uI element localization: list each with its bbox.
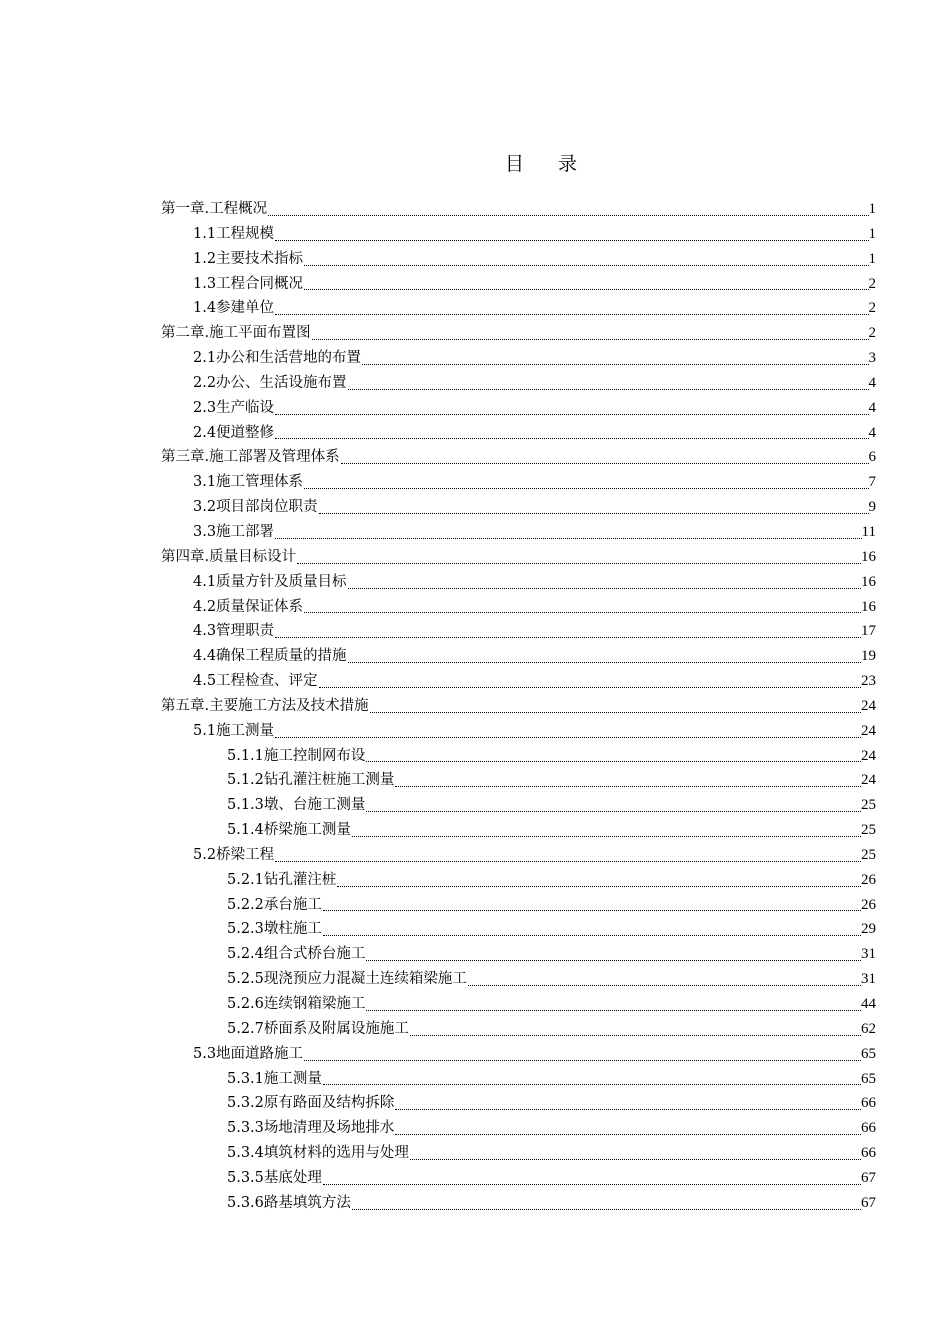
toc-entry-label: 5.3.3场地清理及场地排水 (227, 1120, 395, 1137)
toc-entry[interactable] (161, 1166, 876, 1191)
toc-dot-leader (337, 872, 861, 887)
toc-entry[interactable] (161, 470, 876, 495)
toc-entry-page-number: 24 (861, 722, 876, 739)
toc-entry-label: 5.2.2承台施工 (227, 896, 322, 913)
toc-dot-leader (275, 300, 868, 315)
toc-dot-leader (275, 623, 861, 638)
toc-entry[interactable] (161, 893, 876, 918)
toc-entry-label: 第五章.主要施工方法及技术措施 (161, 697, 369, 714)
toc-entry-page-number: 1 (868, 250, 876, 267)
toc-dot-leader (410, 1145, 861, 1160)
toc-dot-leader (366, 747, 861, 762)
toc-dot-leader (275, 226, 868, 241)
toc-entry-label: 第四章.质量目标设计 (161, 548, 297, 565)
toc-entry[interactable] (161, 644, 876, 669)
toc-entry[interactable] (161, 744, 876, 769)
toc-entry-label: 4.4确保工程质量的措施 (193, 648, 347, 665)
toc-entry[interactable] (161, 818, 876, 843)
toc-dot-leader (323, 896, 861, 911)
toc-entry-page-number: 6 (868, 449, 876, 466)
toc-entry-label: 5.2.3墩柱施工 (227, 921, 322, 938)
toc-entry-page-number: 24 (861, 772, 876, 789)
toc-dot-leader (395, 1120, 861, 1135)
toc-entry-label: 3.3施工部署 (193, 523, 275, 540)
toc-entry-label: 5.1施工测量 (193, 722, 275, 739)
toc-entry-label: 1.3工程合同概况 (193, 275, 304, 292)
toc-entry[interactable] (161, 272, 876, 297)
toc-entry-page-number: 66 (861, 1095, 876, 1112)
toc-entry-page-number: 3 (868, 350, 876, 367)
toc-entry[interactable] (161, 197, 876, 222)
toc-dot-leader (348, 574, 861, 589)
toc-entry-page-number: 65 (861, 1070, 876, 1087)
toc-entry[interactable] (161, 445, 876, 470)
toc-dot-leader (395, 772, 861, 787)
toc-entry[interactable] (161, 669, 876, 694)
toc-entry[interactable] (161, 967, 876, 992)
toc-entry-page-number: 1 (868, 225, 876, 242)
toc-entry-label: 1.1工程规模 (193, 225, 275, 242)
toc-entry-label: 5.1.2钻孔灌注桩施工测量 (227, 772, 395, 789)
toc-entry-page-number: 67 (861, 1169, 876, 1186)
toc-entry-label: 5.3.4填筑材料的选用与处理 (227, 1145, 409, 1162)
toc-entry-label: 3.2项目部岗位职责 (193, 499, 318, 516)
toc-entry-page-number: 4 (868, 424, 876, 441)
toc-entry[interactable] (161, 768, 876, 793)
toc-entry-label: 5.2.6连续钢箱梁施工 (227, 996, 366, 1012)
toc-entry-label: 5.2.7桥面系及附属设施施工 (227, 1020, 409, 1037)
toc-dot-leader (366, 797, 861, 812)
toc-entry[interactable] (161, 917, 876, 942)
toc-entry-page-number: 11 (861, 523, 876, 540)
toc-entry[interactable] (161, 520, 876, 545)
toc-dot-leader (341, 449, 869, 464)
toc-entry[interactable] (161, 570, 876, 595)
toc-entry[interactable] (161, 296, 876, 321)
toc-dot-leader (366, 996, 861, 1011)
toc-dot-leader (275, 524, 861, 539)
toc-entry-page-number: 29 (861, 921, 876, 938)
toc-entry-label: 1.2主要技术指标 (193, 250, 304, 267)
toc-entry-label: 5.2.5现浇预应力混凝土连续箱梁施工 (227, 971, 467, 988)
toc-dot-leader (348, 648, 861, 663)
toc-dot-leader (304, 1046, 861, 1061)
toc-entry-page-number: 7 (868, 474, 876, 491)
toc-entry-label: 5.2.4组合式桥台施工 (227, 946, 366, 963)
toc-entry-label: 5.3.6路基填筑方法 (227, 1194, 351, 1211)
toc-entry-page-number: 24 (861, 747, 876, 764)
toc-dot-leader (304, 275, 868, 290)
toc-entry-label: 4.2质量保证体系 (193, 598, 304, 615)
toc-dot-leader (275, 723, 861, 738)
toc-entry[interactable] (161, 396, 876, 421)
page-title: 目 录 (504, 153, 592, 175)
toc-entry[interactable] (161, 545, 876, 570)
toc-entry-label: 1.4参建单位 (193, 300, 275, 317)
toc-entry-page-number: 16 (861, 573, 876, 590)
toc-entry[interactable] (161, 1067, 876, 1092)
toc-entry[interactable] (161, 694, 876, 719)
toc-entry-page-number: 44 (861, 996, 876, 1012)
toc-dot-leader (297, 549, 861, 564)
toc-entry[interactable] (161, 1042, 876, 1067)
toc-dot-leader (304, 474, 868, 489)
toc-entry-page-number: 2 (868, 325, 876, 342)
toc-entry[interactable] (161, 321, 876, 346)
toc-entry-page-number: 67 (861, 1194, 876, 1211)
toc-entry-label: 5.3.5基底处理 (227, 1169, 322, 1186)
toc-entry-label: 5.3.2原有路面及结构拆除 (227, 1095, 395, 1112)
toc-dot-leader (352, 822, 861, 837)
toc-dot-leader (366, 946, 861, 961)
toc-entry-page-number: 31 (861, 946, 876, 963)
toc-dot-leader (352, 1195, 861, 1210)
toc-entry[interactable] (161, 595, 876, 620)
toc-entry[interactable] (161, 247, 876, 272)
toc-entry[interactable] (161, 1017, 876, 1042)
toc-entry-label: 4.3管理职责 (193, 623, 275, 640)
toc-entry-page-number: 4 (868, 399, 876, 416)
toc-entry-page-number: 16 (861, 598, 876, 615)
toc-entry[interactable] (161, 619, 876, 644)
toc-dot-leader (304, 598, 861, 613)
toc-entry-label: 第三章.施工部署及管理体系 (161, 449, 340, 466)
toc-dot-leader (468, 971, 861, 986)
toc-entry-page-number: 16 (861, 548, 876, 565)
toc-entry[interactable] (161, 1141, 876, 1166)
toc-dot-leader (370, 698, 861, 713)
toc-entry-page-number: 25 (861, 822, 876, 839)
toc-entry-label: 第一章.工程概况 (161, 201, 268, 217)
toc-entry-label: 2.2办公、生活设施布置 (193, 374, 347, 391)
toc-entry-page-number: 66 (861, 1120, 876, 1137)
toc-entry-page-number: 25 (861, 846, 876, 863)
toc-entry-label: 2.3生产临设 (193, 399, 275, 416)
toc-entry-label: 5.2桥梁工程 (193, 846, 275, 863)
toc-dot-leader (319, 673, 861, 688)
toc-dot-leader (312, 325, 869, 340)
toc-entry-page-number: 4 (868, 374, 876, 391)
toc-entry-label: 2.1办公和生活营地的布置 (193, 350, 362, 367)
toc-entry-page-number: 2 (868, 275, 876, 292)
toc-entry-page-number: 31 (861, 971, 876, 988)
toc-dot-leader (319, 499, 869, 514)
toc-entry[interactable] (161, 1091, 876, 1116)
toc-entry[interactable] (161, 495, 876, 520)
toc-dot-leader (348, 375, 869, 390)
toc-entry[interactable] (161, 719, 876, 744)
toc-entry-page-number: 9 (868, 499, 876, 516)
toc-entry-label: 5.3地面道路施工 (193, 1045, 304, 1062)
toc-entry-page-number: 2 (868, 300, 876, 317)
toc-entry-page-number: 66 (861, 1145, 876, 1162)
toc-dot-leader (323, 1170, 861, 1185)
toc-dot-leader (268, 201, 868, 216)
toc-dot-leader (275, 400, 868, 415)
toc-entry-page-number: 62 (861, 1020, 876, 1037)
toc-entry[interactable] (161, 421, 876, 446)
toc-entry-page-number: 26 (861, 896, 876, 913)
toc-entry[interactable] (161, 1116, 876, 1141)
toc-entry-label: 2.4便道整修 (193, 424, 275, 441)
toc-dot-leader (275, 424, 868, 439)
toc-entry-label: 5.2.1钻孔灌注桩 (227, 871, 337, 888)
toc-entry-page-number: 25 (861, 797, 876, 814)
toc-entry-page-number: 1 (868, 201, 876, 217)
toc-entry-label: 3.1施工管理体系 (193, 474, 304, 491)
toc-dot-leader (410, 1021, 861, 1036)
toc-entry[interactable] (161, 992, 876, 1017)
toc-entry-label: 4.5工程检查、评定 (193, 673, 318, 690)
toc-entry-label: 4.1质量方针及质量目标 (193, 573, 347, 590)
toc-entry-page-number: 17 (861, 623, 876, 640)
toc-dot-leader (323, 921, 861, 936)
toc-entry-page-number: 19 (861, 648, 876, 665)
toc-entry[interactable] (161, 942, 876, 967)
table-of-contents (161, 197, 876, 1216)
toc-entry[interactable] (161, 346, 876, 371)
toc-entry-page-number: 23 (861, 673, 876, 690)
toc-entry-page-number: 24 (861, 697, 876, 714)
toc-entry-label: 5.1.3墩、台施工测量 (227, 797, 366, 814)
toc-entry-label: 5.1.1施工控制网布设 (227, 747, 366, 764)
toc-dot-leader (304, 251, 868, 266)
toc-dot-leader (323, 1070, 861, 1085)
toc-entry[interactable] (161, 868, 876, 893)
toc-dot-leader (362, 350, 868, 365)
toc-entry[interactable] (161, 1191, 876, 1216)
toc-entry-label: 5.1.4桥梁施工测量 (227, 822, 351, 839)
toc-entry[interactable] (161, 793, 876, 818)
toc-entry-label: 5.3.1施工测量 (227, 1070, 322, 1087)
toc-entry[interactable] (161, 843, 876, 868)
toc-entry-page-number: 26 (861, 871, 876, 888)
toc-dot-leader (275, 847, 861, 862)
toc-entry[interactable] (161, 371, 876, 396)
toc-entry-page-number: 65 (861, 1045, 876, 1062)
toc-entry[interactable] (161, 222, 876, 247)
toc-entry-label: 第二章.施工平面布置图 (161, 325, 311, 342)
toc-dot-leader (395, 1095, 861, 1110)
